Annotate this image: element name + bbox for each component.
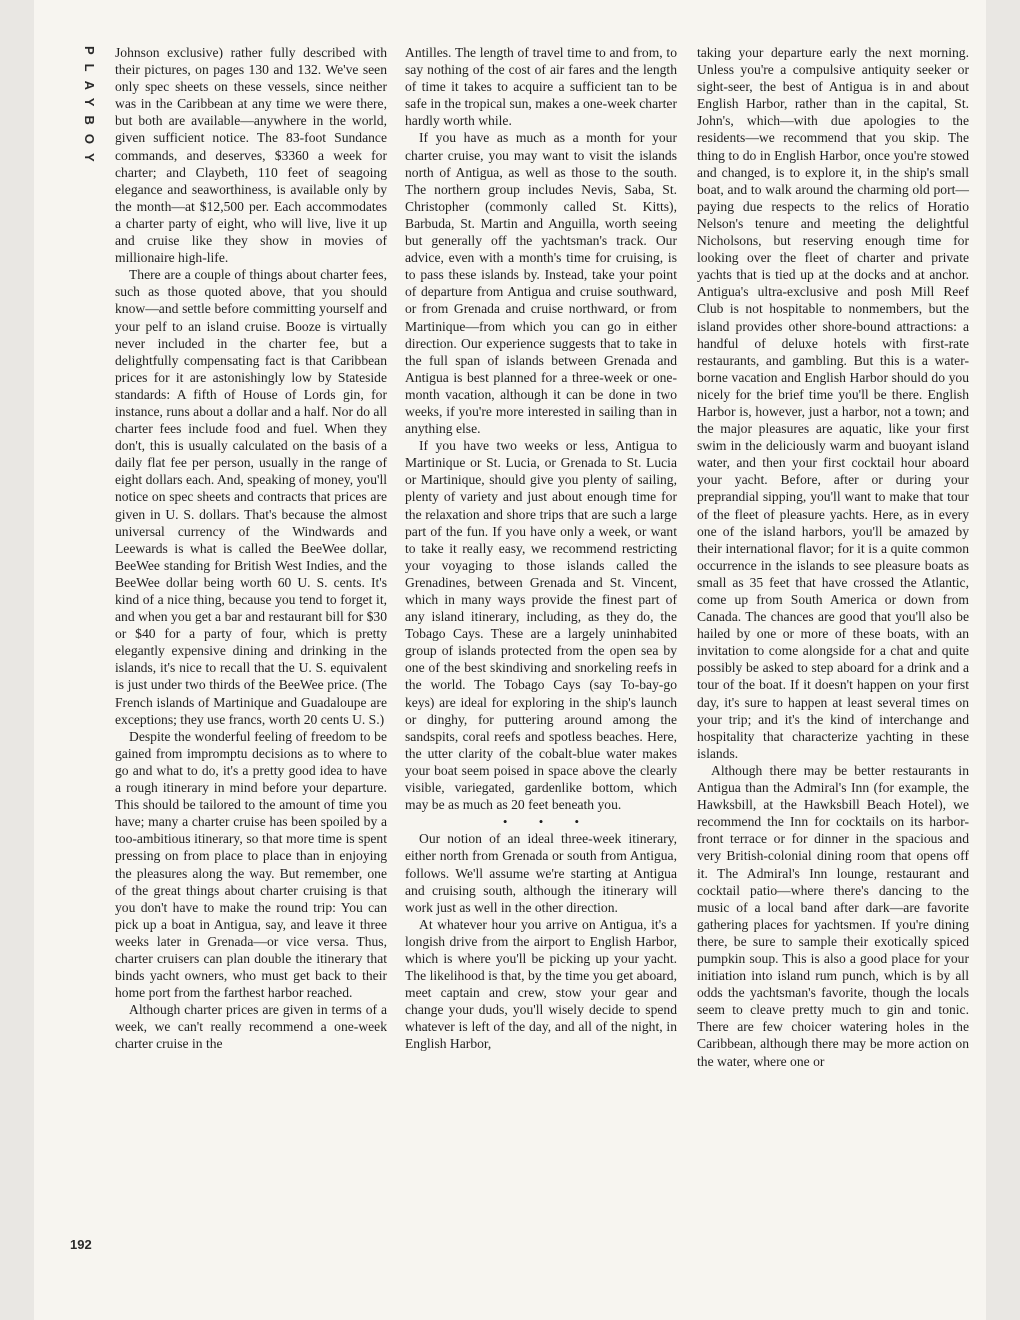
paragraph: Despite the wonderful feeling of freedom to be gained from impromptu decisions as to where to go and what to do, it's a pretty good idea to have a rough itinerary in mind before your departure. This should be tailored to the amount of time you have; many a charter cruise has been spoiled by a too-ambitious itinerary, so that more time is spent pressing on from place to place than in enjoying the pleasures along the way. But remember, one of the great things about charter cruising is that you don't have to make the round trip: You can pick up a boat in Antigua, say, and leave it three weeks later in Grenada—or vice versa. Thus, charter cruisers can plan double the itinerary that binds yacht owners, who must get back to their home port from the farthest harbor reached.: [115, 728, 387, 1001]
paragraph: There are a couple of things about charter fees, such as those quoted above, that you should know—and settle before committing yourself and your pelf to an island cruise. Booze is virtually never included in the charter fee, but a delightfully compensating fact is that Caribbean prices for it are astonishingly low by Stateside standards: A fifth of House of Lords gin, for instance, runs about a dollar and a half. Nor do all charter fees include food and fuel. When they don't, this is usually calculated on the basis of a daily flat fee per person, usually in the range of eight dollars each. And, speaking of money, you'll notice on spec sheets and contracts that prices are given in U. S. dollars. That's because the almost universal currency of the Windwards and Leewards is what is called the BeeWee dollar, BeeWee standing for British West Indies, and the BeeWee dollar being worth 60 U. S. cents. It's kind of a nice thing, because you tend to forget it, and when you get a bar and restaurant bill for $30 or $40 for a party of four, which is pretty elegantly expensive dining and drinking in the islands, it's nice to recall that the U. S. equivalent is just under two thirds of the BeeWee price. (The French islands of Martinique and Guadaloupe are exceptions; they use francs, worth 20 cents U. S.): [115, 267, 387, 727]
text-column-2: [405, 44, 677, 1053]
paragraph: Although there may be better restaurants in Antigua than the Admiral's Inn (for example, the Hawksbill, at the Hawksbill Beach Hotel), we recommend the Inn for cocktails on its harbor-front terrace or for dinner in the spacious and very British-colonial dining room that opens off it. The Admiral's Inn lounge, restaurant and cocktail patio—where there's dancing to the music of a local band after dark—are favorite gathering places for yachtsmen. If you're dining there, be sure to sample their exotically spiced pumpkin soup. This is also a good place for your initiation into island rum punch, which is by all odds the yachtsman's favorite, though the locals seem to cleave pretty much to gin and tonic. There are few choicer watering holes in the Caribbean, although there may be more action on the water, where one or: [697, 762, 969, 1069]
paragraph: taking your departure early the next morning. Unless you're a compulsive antiquity seeker or sight-seer, the best of Antigua is in and about English Harbor, rather than in the capital, St. John's, which—with due apologies to the residents—we recommend that you skip. The thing to do in English Harbor, once you're stowed and changed, is to explore it, in the ship's small boat, and to walk around the charming old port—paying due respects to the relics of Horatio Nelson's tenure and meeting the delightful Nicholsons, but reserving enough time for looking over the fleet of charter and private yachts that is tied up at the docks and at anchor. Antigua's ultra-exclusive and posh Mill Reef Club is not hospitable to nonmembers, but the island provides other shore-bound attractions: a handful of deluxe hotels with first-rate restaurants, and gambling. But this is a water-borne vacation and English Harbor should do you nicely for the brief time you'll be there. English Harbor is, however, just a harbor, not a town; and the major pleasures are aquatic, like your first swim in the deliciously warm and buoyant island water, and then your first cocktail hour aboard your yacht. Before, after or during your preprandial sipping, you'll want to make that tour of the fleet of pleasure yachts. Here, as in every one of the island harbors, you'll be amazed by their international flavor; for it is a quite common occurrence in the islands to see pleasure boats as small as 35 feet that have crossed the Atlantic, come up from South America or down from Canada. The chances are good that you'll also be hailed by one or more of these boats, with an invitation to come alongside for a chat and quite possibly be asked to step aboard for a drink and a tour of the boat. If it doesn't happen on your first day, it's sure to happen at least several times on your trip; and it's the kind of interchange and hospitality that characterize yachting in these islands.: [697, 45, 969, 761]
text-column-1: [115, 44, 387, 1053]
page-number: 192: [70, 1237, 92, 1252]
magazine-page: [34, 0, 986, 1320]
masthead: PLAYBOY: [82, 46, 97, 171]
paragraph: Although charter prices are given in terms of a week, we can't really recommend a one-week charter cruise in the: [115, 1002, 387, 1052]
paragraph: Our notion of an ideal three-week itinerary, either north from Grenada or south from Antigua, follows. We'll assume we're starting at Antigua and cruising south, although the itinerary will work just as well in the other direction.: [405, 831, 677, 915]
paragraph: At whatever hour you arrive on Antigua, it's a longish drive from the airport to English Harbor, which is where you'll be picking up your yacht. The likelihood is that, by the time you get aboard, meet captain and crew, stow your gear and change your duds, you'll wisely decide to spend whatever is left of the day, and all of the night, in English Harbor,: [405, 916, 677, 1052]
text-column-3: [697, 44, 969, 1070]
paragraph: If you have as much as a month for your charter cruise, you may want to visit the islands north of Antigua, as well as those to the south. The northern group includes Nevis, Saba, St. Christopher (commonly called St. Kitts), Barbuda, St. Martin and Anguilla, worth seeing but generally off the yachtsman's track. Our advice, even with a month's time for cruising, is to pass these islands by. Instead, take your point of departure from Antigua and cruise southward, or from Grenada and cruise northward, or from Martinique—from which you can go in either direction. Our experience suggests that to take in the full span of islands between Grenada and Antigua is best planned for a three-week or one-month vacation, although it can be done in two weeks, if you're more interested in sailing than in anything else.: [405, 130, 677, 437]
paragraph: If you have two weeks or less, Antigua to Martinique or St. Lucia, or Grenada to St. Lucia or Martinique, should give you plenty of sailing, plenty of variety and just about enough time for the relaxation and shore trips that are such a large part of the fun. If you have only a week, or want to take it really easy, we recommend restricting your voyaging to those islands called the Grenadines, between Grenada and St. Vincent, which in many ways provide the finest part of any island itinerary, including, as they do, the Tobago Cays. These are a largely uninhabited group of islands protected from the open sea by one of the best skindiving and snorkeling reefs in the world. The Tobago Cays (say To-bay-go keys) are ideal for exploring in the ship's launch or dinghy, for puttering around among the sandspits, coral reefs and spotless beaches. Here, the utter clarity of the cobalt-blue water makes your boat seem poised in space above the clearly visible, variegated, gardenlike bottom, which may be as much as 20 feet beneath you.: [405, 438, 677, 813]
section-break: • • •: [502, 814, 594, 830]
paragraph: Johnson exclusive) rather fully described with their pictures, on pages 130 and 132. We've seen only spec sheets on these vessels, since neither was in the Caribbean at any time we were there, but both are available—anywhere in the world, given sufficient notice. The 83-foot Sundance commands, and deserves, $3360 a week for charter; and Claybeth, 110 feet of seagoing elegance and seaworthiness, is available only by the month—at $12,500 per. Each accommodates a charter party of eight, who will live, live it up and cruise like they show in movies of millionaire high-life.: [115, 45, 387, 266]
paragraph: Antilles. The length of travel time to and from, to say nothing of the cost of air fares and the length of time it takes to acquire a sufficient tan to be safe in the tropical sun, makes a one-week charter hardly worth while.: [405, 45, 677, 129]
